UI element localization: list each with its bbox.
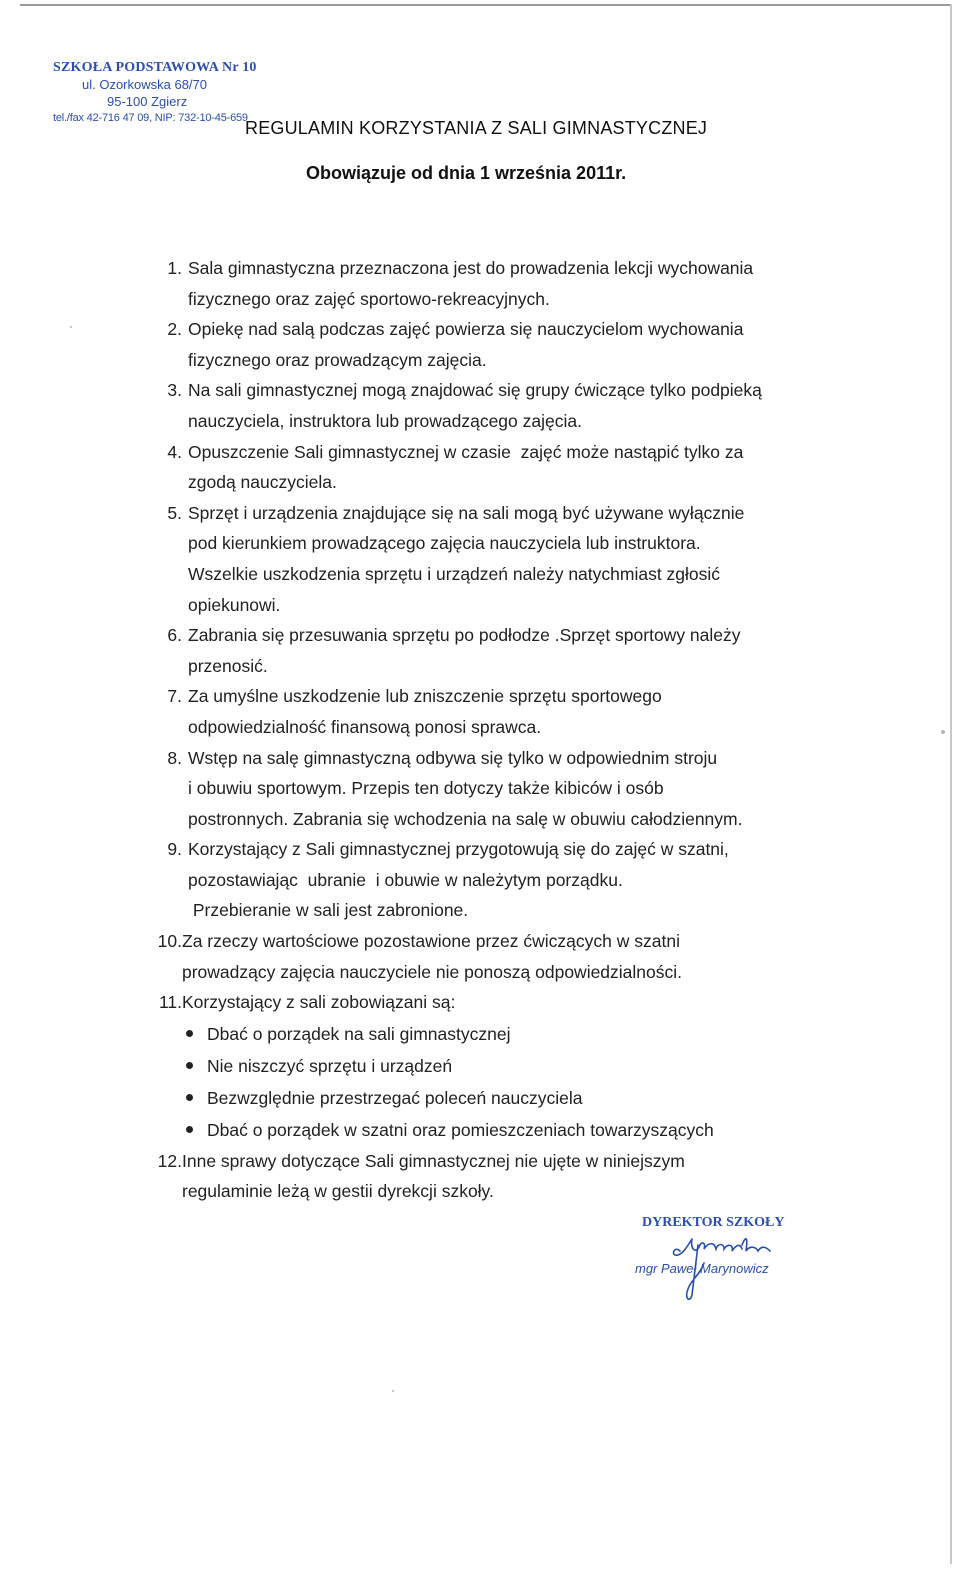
- rule-line: opiekunowi.: [188, 594, 281, 615]
- rule-number: 4.: [167, 441, 182, 462]
- rule-line: prowadzący zajęcia nauczyciele nie ponoszą odpowiedzialności.: [182, 961, 683, 982]
- rule-text: [182, 1146, 830, 1207]
- document-subtitle: Obowiązuje od dnia 1 września 2011r.: [306, 163, 627, 183]
- rule-item: [140, 498, 830, 620]
- rule-number: 2.: [167, 319, 182, 340]
- rule-line: Inne sprawy dotyczące Sali gimnastycznej nie ujęte w niniejszym: [182, 1150, 685, 1171]
- rule-line: regulaminie leżą w gestii dyrekcji szkoły.: [182, 1181, 494, 1202]
- stamp-school-name: SZKOŁA PODSTAWOWA Nr 10: [53, 60, 257, 75]
- signature-block: [630, 1215, 830, 1305]
- rule-line: Wszelkie uszkodzenia sprzętu i urządzeń należy natychmiast zgłosić: [188, 563, 721, 584]
- bullet-icon: [186, 1030, 193, 1037]
- rule-text: [188, 743, 830, 835]
- rule-text: [182, 987, 830, 1146]
- rule-text: [182, 926, 830, 987]
- rule-line: pozostawiając ubranie i obuwie w należytym porządku.: [188, 869, 623, 890]
- rule-line: fizycznego oraz prowadzącym zajęcia.: [188, 349, 487, 370]
- rule-line: Korzystający z Sali gimnastycznej przygotowują się do zajęć w szatni,: [188, 839, 729, 860]
- rule-number: 10.: [157, 931, 182, 952]
- rule-line: Na sali gimnastycznej mogą znajdować się grupy ćwiczące tylko podpieką: [188, 380, 762, 401]
- obligation-item: [182, 1050, 830, 1082]
- rule-line: Korzystający z sali zobowiązani są:: [182, 992, 456, 1013]
- scan-edge-right: [950, 4, 952, 1564]
- document-title: REGULAMIN KORZYSTANIA Z SALI GIMNASTYCZNEJ: [245, 118, 708, 138]
- rule-item: [140, 926, 830, 987]
- rule-line: nauczyciela, instruktora lub prowadzącego zajęcia.: [188, 410, 582, 431]
- rule-item: [140, 620, 830, 681]
- obligation-text: Bezwzględnie przestrzegać poleceń nauczyciela: [207, 1087, 583, 1108]
- rule-text: [188, 498, 830, 620]
- rule-line: Opiekę nad salą podczas zajęć powierza się nauczycielom wychowania: [188, 319, 744, 340]
- stamp-city: 95-100 Zgierz: [107, 94, 188, 109]
- rule-item: [140, 253, 830, 314]
- rule-number: 5.: [167, 502, 182, 523]
- rule-item: [140, 987, 830, 1146]
- bullet-icon: [186, 1094, 193, 1101]
- rule-line: Za rzeczy wartościowe pozostawione przez ćwiczących w szatni: [182, 931, 680, 952]
- scan-speck: [70, 326, 72, 328]
- rule-item: [140, 743, 830, 835]
- stamp-street: ul. Ozorkowska 68/70: [82, 77, 208, 92]
- rule-text: [188, 834, 830, 926]
- rule-line: Sala gimnastyczna przeznaczona jest do prowadzenia lekcji wychowania: [188, 258, 754, 278]
- rule-item: [140, 375, 830, 436]
- rule-line: i obuwiu sportowym. Przepis ten dotyczy także kibiców i osób: [188, 778, 664, 799]
- rule-line: Opuszczenie Sali gimnastycznej w czasie zajęć może nastąpić tylko za: [188, 441, 744, 462]
- obligation-text: Nie niszczyć sprzętu i urządzeń: [207, 1055, 453, 1076]
- rule-item: [140, 834, 830, 926]
- rule-line: fizycznego oraz zajęć sportowo-rekreacyjnych.: [188, 288, 550, 309]
- rule-line: Wstęp na salę gimnastyczną odbywa się tylko w odpowiednim stroju: [188, 747, 718, 768]
- school-stamp: [53, 60, 283, 127]
- rule-line: zgodą nauczyciela.: [188, 472, 337, 493]
- rule-item: [140, 681, 830, 742]
- rule-text: [188, 314, 830, 375]
- signature-title: DYREKTOR SZKOŁY: [642, 1215, 785, 1230]
- rule-line: Przebieranie w sali jest zabronione.: [188, 900, 469, 921]
- rule-text: [188, 437, 830, 498]
- rule-line: pod kierunkiem prowadzącego zajęcia nauczyciela lub instruktora.: [188, 533, 701, 554]
- rule-line: Za umyślne uszkodzenie lub zniszczenie sprzętu sportowego: [188, 686, 662, 707]
- rule-number: 3.: [167, 380, 182, 401]
- rule-text: [188, 375, 830, 436]
- rule-number: 1.: [167, 258, 182, 278]
- rule-line: odpowiedzialność finansową ponosi sprawca.: [188, 716, 542, 737]
- rule-text: [188, 620, 830, 681]
- stamp-phone: tel./fax 42-716 47 09, NIP: 732-10-45-659: [53, 112, 248, 124]
- bullet-icon: [186, 1062, 193, 1069]
- rule-number: 6.: [167, 625, 182, 646]
- rule-text: [188, 253, 830, 314]
- rule-number: 7.: [167, 686, 182, 707]
- rule-item: [140, 1146, 830, 1207]
- obligation-text: Dbać o porządek na sali gimnastycznej: [207, 1023, 511, 1044]
- rule-number: 8.: [167, 747, 182, 768]
- scan-speck: [392, 1390, 394, 1392]
- obligation-item: [182, 1018, 830, 1050]
- rule-text: [188, 681, 830, 742]
- rule-line: przenosić.: [188, 655, 268, 676]
- obligation-item: [182, 1082, 830, 1114]
- rule-item: [140, 314, 830, 375]
- scan-speck: [941, 730, 945, 734]
- rule-number: 11.: [158, 992, 182, 1013]
- rule-line: Sprzęt i urządzenia znajdujące się na sali mogą być używane wyłącznie: [188, 502, 745, 523]
- rule-number: 9.: [167, 839, 182, 860]
- rules-list: [140, 253, 830, 1207]
- obligation-item: [182, 1114, 830, 1146]
- obligation-text: Dbać o porządek w szatni oraz pomieszczeniach towarzyszących: [207, 1119, 714, 1140]
- bullet-icon: [186, 1126, 193, 1133]
- scan-edge-top: [20, 4, 950, 6]
- rule-number: 12.: [157, 1150, 182, 1171]
- rule-line: postronnych. Zabrania się wchodzenia na salę w obuwiu całodziennym.: [188, 808, 743, 829]
- rule-line: Zabrania się przesuwania sprzętu po podłodze .Sprzęt sportowy należy: [188, 625, 741, 646]
- signature-name: mgr Paweł Marynowicz: [635, 1261, 769, 1276]
- rule-item: [140, 437, 830, 498]
- obligations-list: [182, 1018, 830, 1146]
